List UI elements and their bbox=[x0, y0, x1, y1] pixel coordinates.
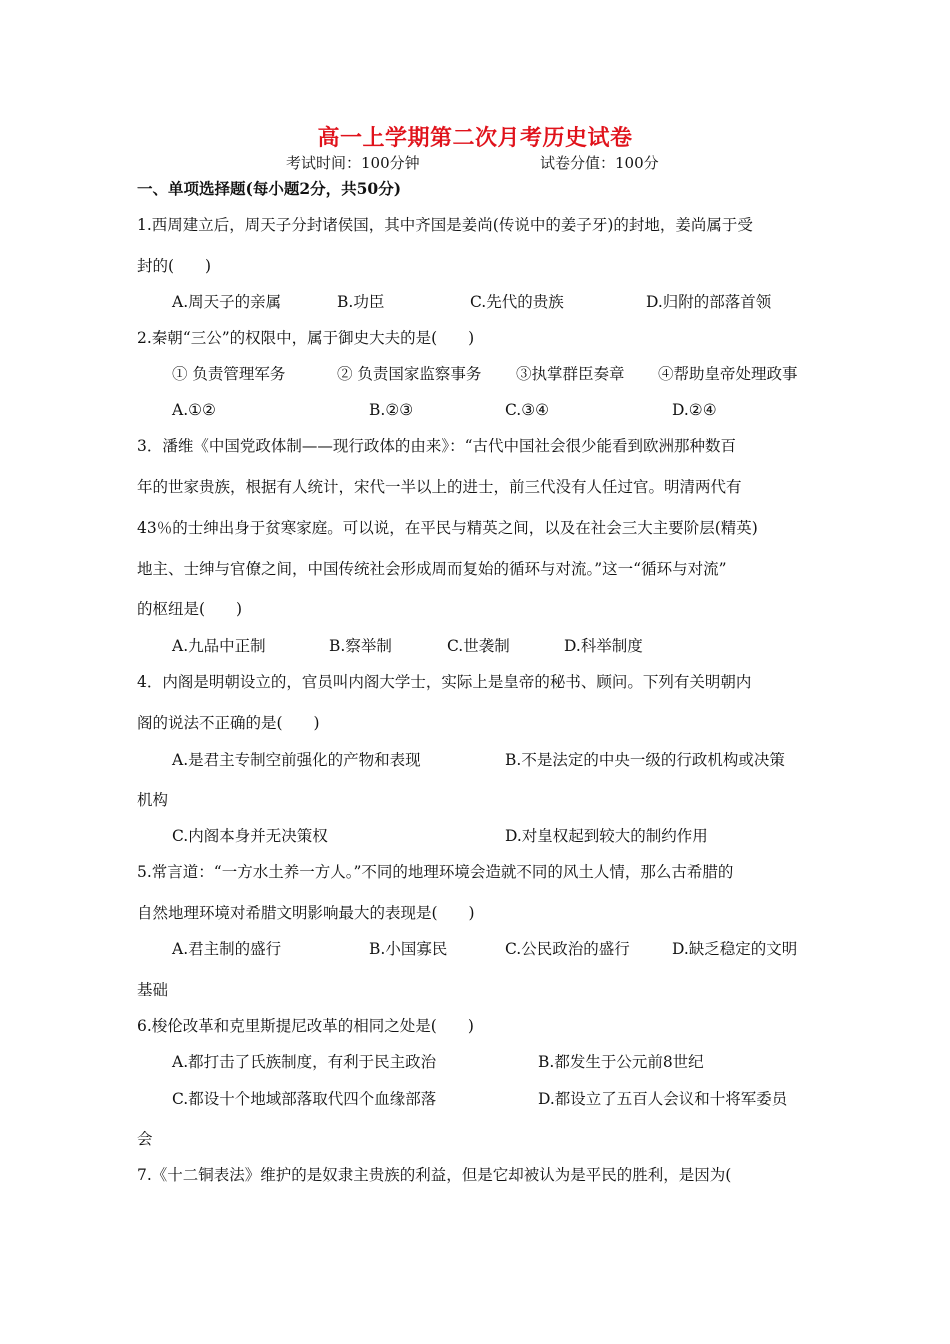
question-4-line-1: 4．内阁是明朝设立的，官员叫内阁大学士，实际上是皇帝的秘书、顾问。下列有关明朝内 bbox=[137, 673, 752, 691]
question-4-option-d: D.对皇权起到较大的制约作用 bbox=[505, 827, 708, 845]
question-2-option-b: B.②③ bbox=[369, 401, 414, 419]
question-3-option-c: C.世袭制 bbox=[447, 637, 510, 655]
question-2-line-1: 2.秦朝“三公”的权限中，属于御史大夫的是( ) bbox=[137, 329, 475, 347]
question-1-line-1: 1.西周建立后，周天子分封诸侯国，其中齐国是姜尚(传说中的姜子牙)的封地，姜尚属于受 bbox=[137, 216, 753, 234]
question-1-option-b: B.功臣 bbox=[337, 293, 385, 311]
question-3-line-5: 的枢纽是( ) bbox=[137, 600, 243, 618]
question-2-statement-4: ④帮助皇帝处理政事 bbox=[658, 365, 798, 383]
section-heading: 一、单项选择题(每小题2分，共50分) bbox=[137, 179, 402, 198]
question-3-line-2: 年的世家贵族，根据有人统计，宋代一半以上的进士，前三代没有人任过官。明清两代有 bbox=[137, 478, 742, 496]
question-3-option-d: D.科举制度 bbox=[564, 637, 643, 655]
question-5-line-1: 5.常言道：“一方水土养一方人。”不同的地理环境会造就不同的风土人情，那么古希腊的 bbox=[137, 863, 734, 881]
question-6-option-a: A.都打击了氏族制度，有利于民主政治 bbox=[172, 1053, 437, 1071]
question-3-option-a: A.九品中正制 bbox=[172, 637, 266, 655]
question-6-option-b: B.都发生于公元前8世纪 bbox=[538, 1053, 704, 1071]
question-6-option-d-continued: 会 bbox=[137, 1130, 153, 1148]
question-3-line-4: 地主、士绅与官僚之间，中国传统社会形成周而复始的循环与对流。”这一“循环与对流” bbox=[137, 560, 727, 578]
question-5-option-d: D.缺乏稳定的文明 bbox=[672, 940, 798, 958]
question-6-option-d: D.都设立了五百人会议和十将军委员 bbox=[538, 1090, 788, 1108]
question-5-option-d-continued: 基础 bbox=[137, 981, 169, 999]
question-2-option-c: C.③④ bbox=[505, 401, 550, 419]
question-3-line-1: 3．潘维《中国党政体制——现行政体的由来》：“古代中国社会很少能看到欧洲那种数百 bbox=[137, 437, 737, 455]
question-1-option-d: D.归附的部落首领 bbox=[646, 293, 772, 311]
exam-score: 试卷分值：100分 bbox=[540, 154, 659, 172]
question-5-option-b: B.小国寡民 bbox=[369, 940, 448, 958]
question-5-option-c: C.公民政治的盛行 bbox=[505, 940, 630, 958]
question-2-statement-3: ③执掌群臣奏章 bbox=[516, 365, 625, 383]
question-2-option-a: A.①② bbox=[172, 401, 216, 419]
question-6-line-1: 6.梭伦改革和克里斯提尼改革的相同之处是( ) bbox=[137, 1017, 474, 1035]
question-2-statement-1: ① 负责管理军务 bbox=[172, 365, 286, 383]
question-4-option-b: B.不是法定的中央一级的行政机构或决策 bbox=[505, 751, 785, 769]
question-6-option-c: C.都设十个地域部落取代四个血缘部落 bbox=[172, 1090, 437, 1108]
question-3-option-b: B.察举制 bbox=[329, 637, 392, 655]
question-2-statement-2: ② 负责国家监察事务 bbox=[337, 365, 482, 383]
question-7-line-1: 7.《十二铜表法》维护的是奴隶主贵族的利益，但是它却被认为是平民的胜利，是因为( bbox=[137, 1166, 732, 1184]
question-5-line-2: 自然地理环境对希腊文明影响最大的表现是( ) bbox=[137, 904, 475, 922]
question-1-option-c: C.先代的贵族 bbox=[470, 293, 564, 311]
question-4-option-c: C.内阁本身并无决策权 bbox=[172, 827, 328, 845]
question-4-option-b-continued: 机构 bbox=[137, 791, 169, 809]
exam-time: 考试时间：100分钟 bbox=[286, 154, 420, 172]
question-1-line-2: 封的( ) bbox=[137, 257, 212, 275]
exam-title: 高一上学期第二次月考历史试卷 bbox=[317, 125, 633, 151]
question-4-line-2: 阁的说法不正确的是( ) bbox=[137, 714, 320, 732]
question-2-option-d: D.②④ bbox=[672, 401, 717, 419]
question-5-option-a: A.君主制的盛行 bbox=[172, 940, 282, 958]
question-4-option-a: A.是君主专制空前强化的产物和表现 bbox=[172, 751, 421, 769]
question-3-line-3: 43％的士绅出身于贫寒家庭。可以说，在平民与精英之间，以及在社会三大主要阶层(精英) bbox=[137, 519, 758, 537]
question-1-option-a: A.周天子的亲属 bbox=[172, 293, 282, 311]
